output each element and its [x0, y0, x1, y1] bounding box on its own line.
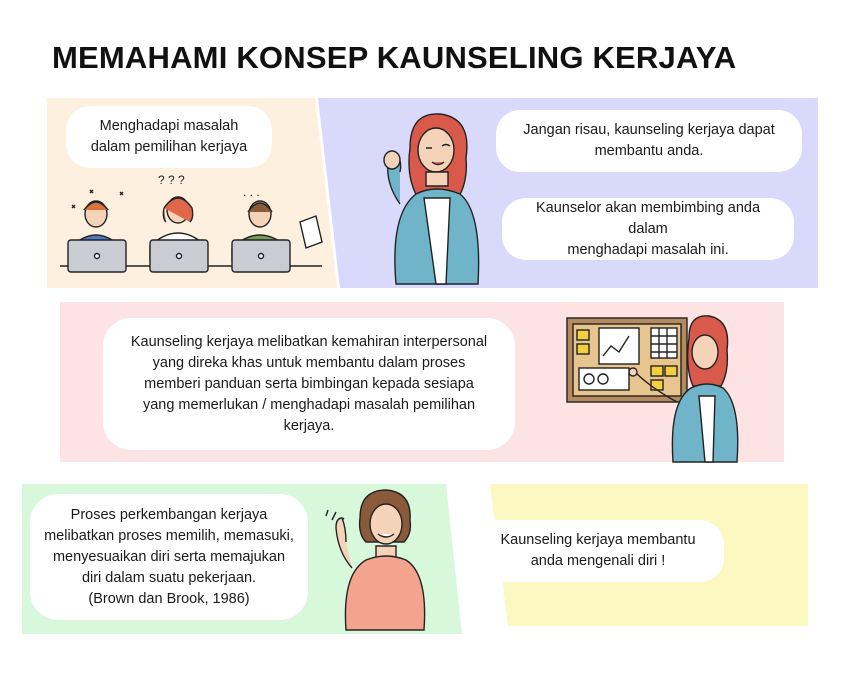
- woman-idea-illustration: [316, 488, 436, 630]
- reassurance-line2: membantu anda.: [594, 143, 704, 159]
- problem-bubble-line2: dalam pemilihan kerjaya: [90, 139, 248, 155]
- reassurance-bubble: [496, 110, 802, 172]
- definition-line4: yang memerlukan / menghadapi masalah pemilihan: [142, 396, 476, 413]
- problem-bubble: [66, 106, 272, 168]
- self-knowledge-line2: anda mengenali diri !: [530, 553, 666, 569]
- svg-text:. . .: . . .: [243, 185, 260, 199]
- counselor-bubble: [502, 198, 794, 260]
- page-title: MEMAHAMI KONSEP KAUNSELING KERJAYA: [52, 40, 737, 75]
- process-bubble: [30, 494, 308, 620]
- process-line4: diri dalam suatu pekerjaan.: [81, 569, 257, 586]
- problem-bubble-line1: Menghadapi masalah: [99, 118, 239, 134]
- stressed-workers-illustration: [60, 170, 330, 282]
- reassurance-line1: Jangan risau, kaunseling kerjaya dapat: [523, 122, 775, 138]
- counselor-line1: Kaunselor akan membimbing anda dalam: [535, 199, 761, 237]
- definition-line1: Kaunseling kerjaya melibatkan kemahiran interpersonal: [130, 333, 488, 350]
- winking-woman-illustration: [370, 108, 480, 284]
- definition-line3: memberi panduan serta bimbingan kepada sesiapa: [144, 375, 474, 392]
- process-line1: Proses perkembangan kerjaya: [70, 506, 268, 523]
- woman-presenting-board-illustration: [565, 316, 745, 462]
- process-line3: menyesuaikan diri serta memajukan: [52, 548, 286, 565]
- definition-line2: yang direka khas untuk membantu dalam proses: [152, 354, 466, 371]
- process-line2: melibatkan proses memilih, memasuki,: [44, 527, 294, 544]
- svg-text:? ? ?: ? ? ?: [158, 173, 185, 187]
- process-line5: (Brown dan Brook, 1986): [88, 590, 250, 607]
- self-knowledge-bubble: [472, 520, 724, 582]
- counselor-line2: menghadapi masalah ini.: [567, 241, 729, 258]
- definition-bubble: [103, 318, 515, 450]
- self-knowledge-line1: Kaunseling kerjaya membantu: [500, 532, 696, 548]
- definition-line5: kerjaya.: [283, 417, 335, 434]
